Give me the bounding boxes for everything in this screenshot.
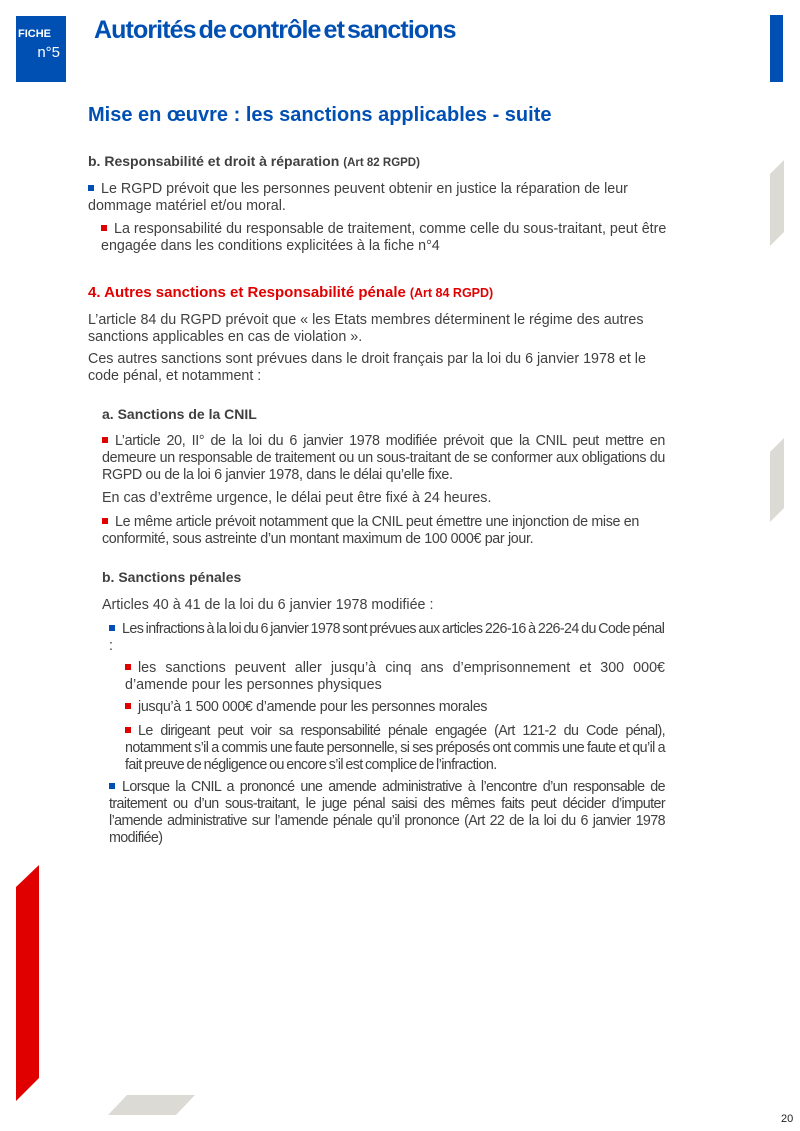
paragraph-text: Le RGPD prévoit que les personnes peuvent obtenir en justice la réparation de leur dommage matériel et/ou moral. [88, 181, 628, 214]
section-4-intro-1: L’article 84 du RGPD prévoit que « les Etats membres déterminent le régime des autres sanctions applicables en cas de violation ». [88, 312, 644, 345]
blue-bar-decoration [770, 15, 783, 82]
grey-slant-decoration-middle [770, 438, 784, 522]
square-bullet-icon [109, 783, 115, 789]
square-bullet-icon [101, 225, 107, 231]
square-bullet-icon [88, 185, 94, 191]
cnil-paragraph-1 [102, 433, 665, 484]
cnil-heading-text: a. Sanctions de la CNIL [102, 406, 257, 422]
square-bullet-icon [125, 727, 131, 733]
paragraph-text: Le dirigeant peut voir sa responsabilité pénale engagée (Art 121-2 du Code pénal), notamment s’il a commis une faute personnelle, si ses préposés ont commis une faute et qu’il a fait preuve de négligence ou encore s’il est complice de l’infraction. [125, 723, 665, 773]
paragraph-text: La responsabilité du responsable de traitement, comme celle du sous-traitant, peut être engagée dans les conditions explicitées à la fiche n°4 [101, 221, 667, 254]
square-bullet-icon [125, 664, 131, 670]
part-b-heading-text: b. Responsabilité et droit à réparation [88, 153, 340, 169]
paragraph-text: Les infractions à la loi du 6 janvier 1978 sont prévues aux articles 226-16 à 226-24 du Code pénal : [109, 621, 665, 654]
penal-sub-1 [125, 660, 665, 694]
square-bullet-icon [102, 518, 108, 524]
fiche-badge [16, 16, 66, 82]
page-number: 20 [781, 1113, 794, 1125]
cnil-paragraph-2: En cas d’extrême urgence, le délai peut être fixé à 24 heures. [102, 490, 492, 506]
square-bullet-icon [125, 703, 131, 709]
penal-sub-3 [125, 723, 665, 774]
square-bullet-icon [109, 625, 115, 631]
fiche-number: n°5 [37, 44, 60, 61]
part-b-paragraph-2 [88, 221, 668, 255]
section-4-heading [88, 284, 668, 302]
section-title: Mise en œuvre : les sanctions applicables - suite [88, 104, 552, 126]
penal-paragraph-1 [109, 621, 669, 655]
penal-heading [102, 569, 668, 587]
part-b-paragraph-1 [88, 181, 668, 215]
paragraph-text: les sanctions peuvent aller jusqu’à cinq ans d’emprisonnement et 300 000€ d’amende pour les personnes physiques [125, 660, 665, 693]
penal-heading-text: b. Sanctions pénales [102, 569, 242, 585]
cnil-paragraph-3 [102, 514, 668, 548]
penal-paragraph-2 [109, 779, 665, 847]
paragraph-text: Lorsque la CNIL a prononcé une amende administrative à l’encontre d’un responsable de traitement ou d’un sous-traitant, le juge pénal saisi des mêmes faits peut décider d’imputer l’amende administrative sur l’amende pénale qu’il prononce (Art 22 de la loi du 6 janvier 1978 modifiée) [109, 779, 665, 846]
section-4-heading-ref: (Art 84 RGPD) [409, 286, 494, 300]
section-4-heading-text: 4. Autres sanctions et Responsabilité pénale [88, 284, 406, 301]
penal-intro: Articles 40 à 41 de la loi du 6 janvier 1978 modifiée : [102, 597, 434, 613]
section-4-intro-2: Ces autres sanctions sont prévues dans le droit français par la loi du 6 janvier 1978 et le code pénal, et notamment : [88, 351, 646, 384]
paragraph-text: Le même article prévoit notamment que la CNIL peut émettre une injonction de mise en conformité, sous astreinte d’un montant maximum de 100 000€ par jour. [102, 514, 639, 547]
grey-slant-decoration-top [770, 160, 784, 246]
square-bullet-icon [102, 437, 108, 443]
cnil-heading [102, 406, 668, 424]
part-b-heading-ref: (Art 82 RGPD) [343, 157, 420, 169]
fiche-label: FICHE [18, 28, 51, 40]
part-b-heading [88, 153, 668, 172]
grey-slant-decoration-bottom [108, 1095, 195, 1115]
penal-sub-2 [125, 699, 665, 716]
page-title: Autorités de contrôle et sanctions [94, 16, 456, 44]
red-slant-decoration [16, 865, 39, 1101]
paragraph-text: jusqu’à 1 500 000€ d’amende pour les personnes morales [138, 699, 488, 715]
paragraph-text: L’article 20, II° de la loi du 6 janvier 1978 modifiée prévoit que la CNIL peut mettre en demeure un responsable de traitement ou un sous-traitant de se conformer aux obligations du RGPD ou de la loi 6 janvier 1978, dans le délai qu’elle fixe. [102, 433, 665, 483]
